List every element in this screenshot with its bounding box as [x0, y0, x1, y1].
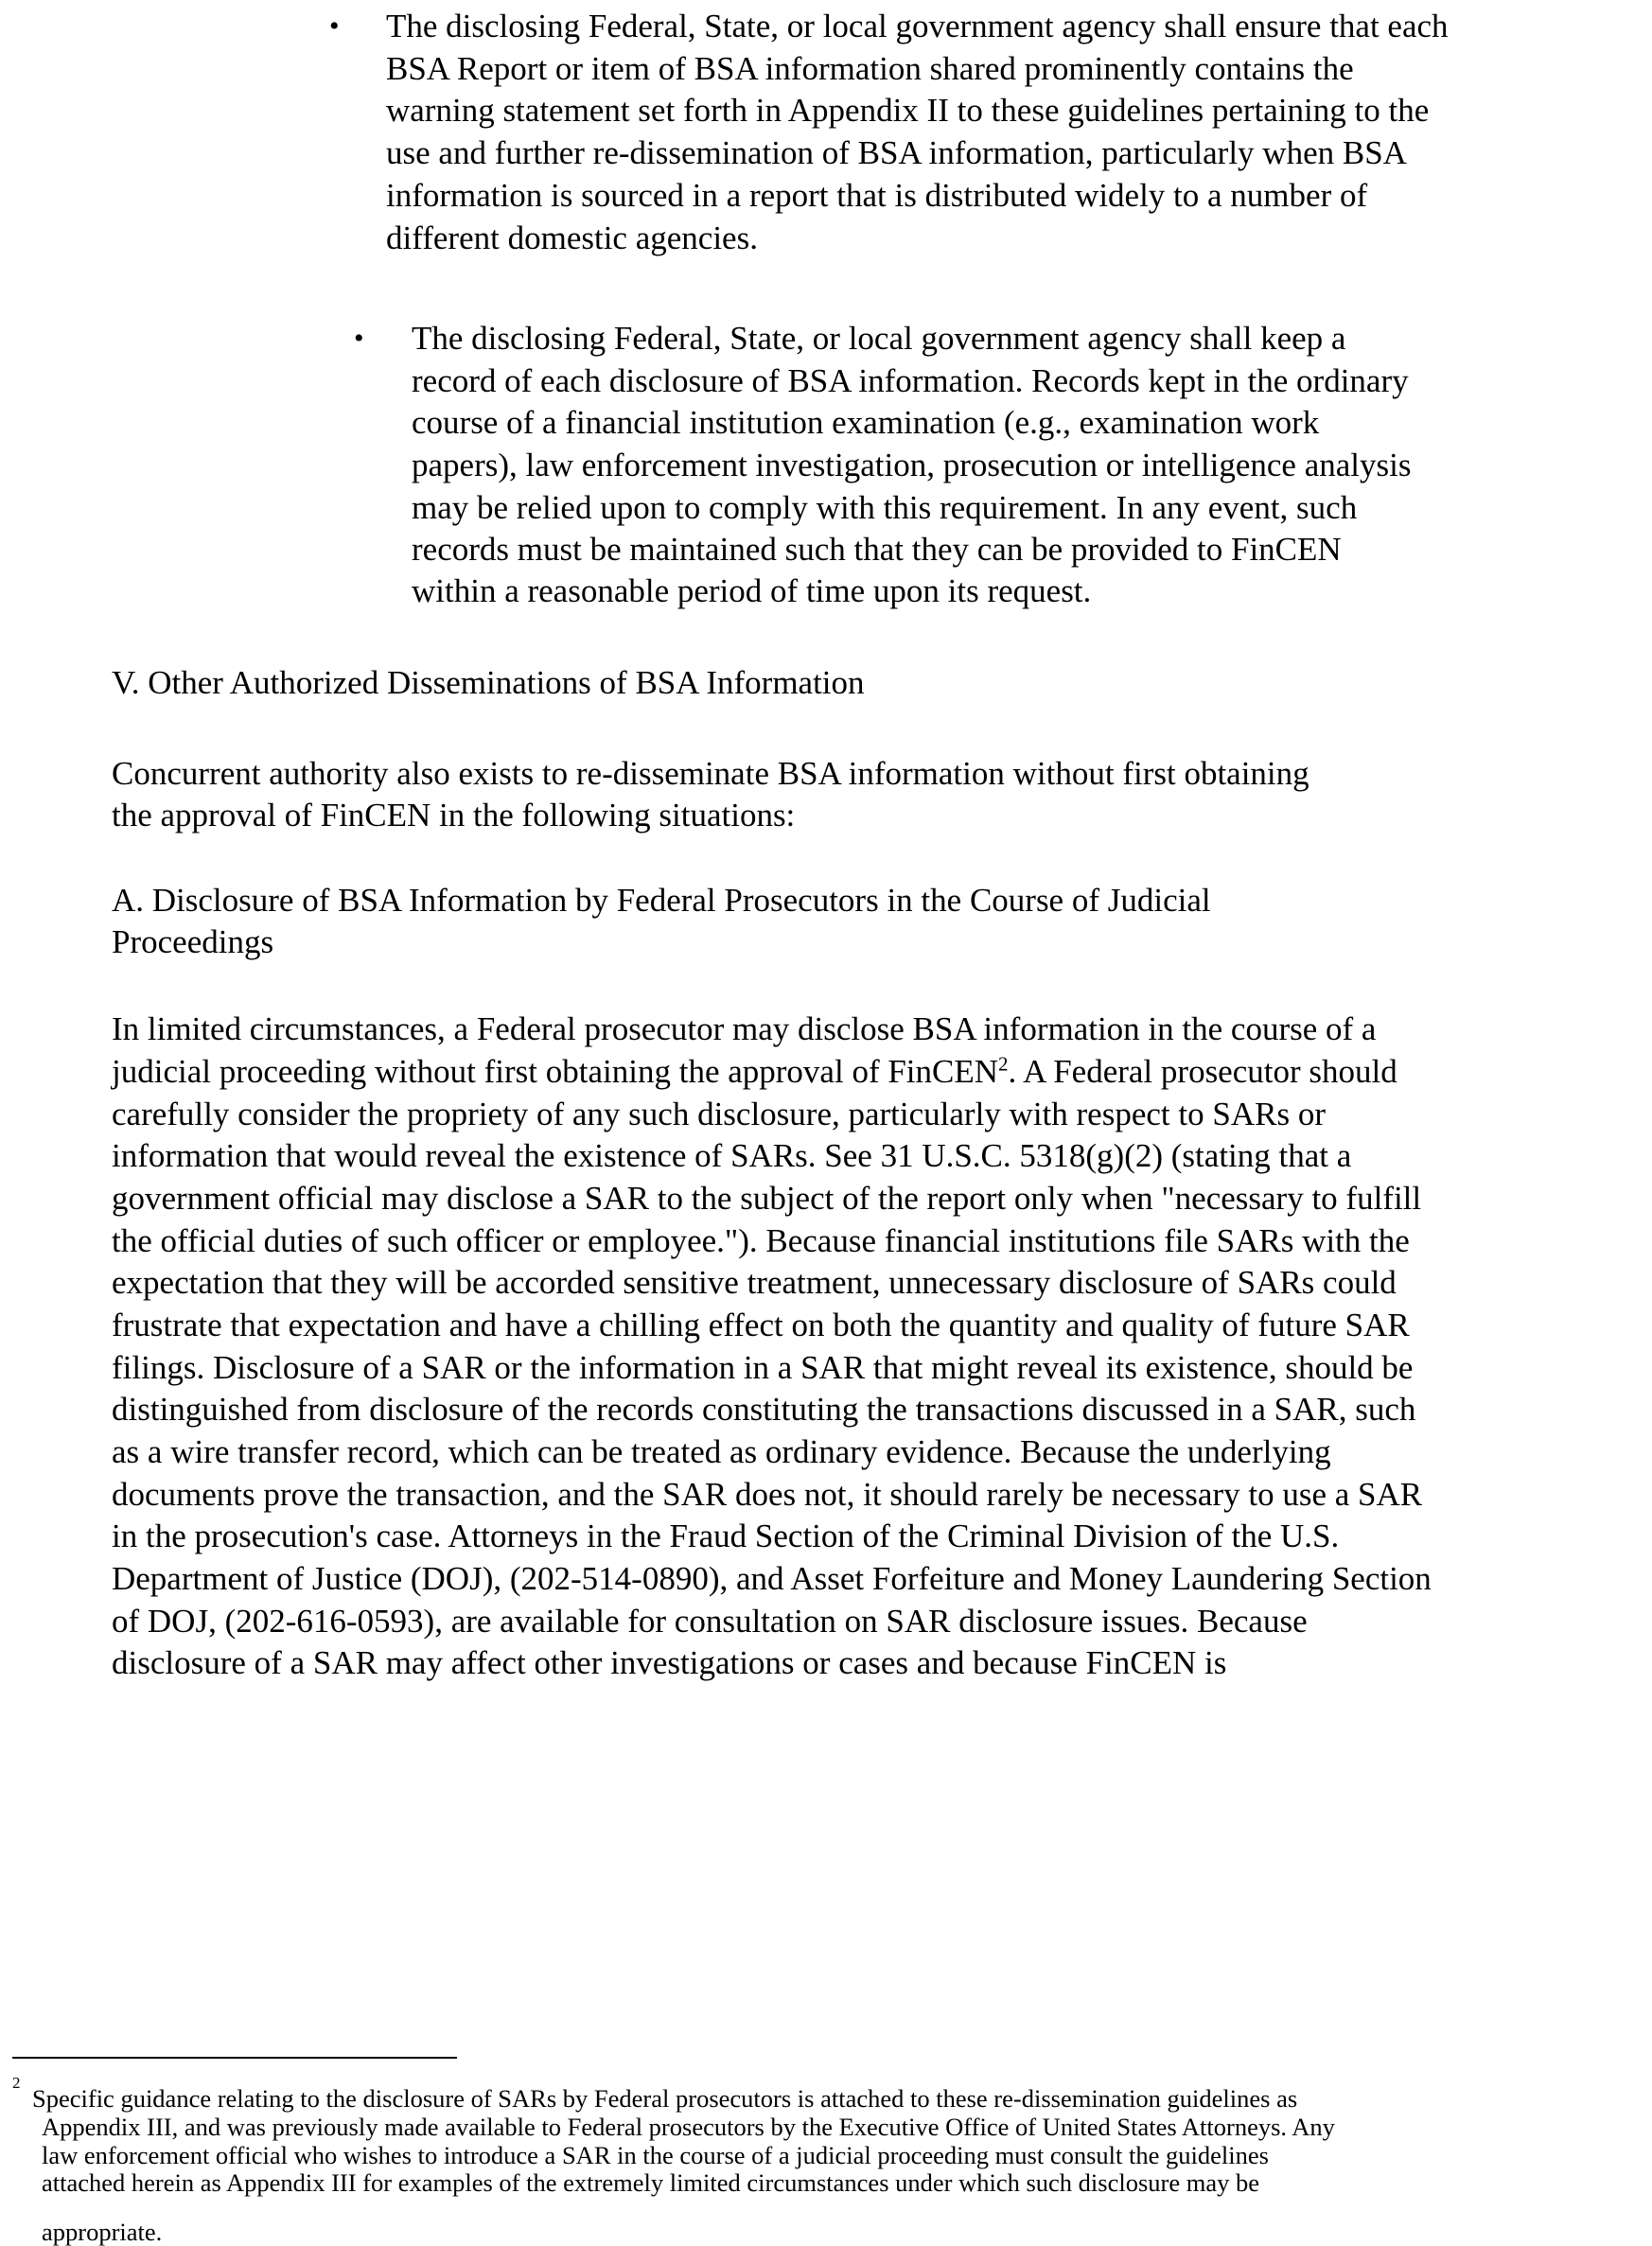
bullet-icon: • — [329, 10, 340, 42]
footnote-marker: 2 — [12, 2074, 21, 2092]
footnote-line: Specific guidance relating to the disclosure of SARs by Federal prosecutors is attached to these re-dissemination guidelines as — [32, 2084, 1298, 2113]
subsection-heading: A. Disclosure of BSA Information by Federal Prosecutors in the Course of Judicial — [112, 882, 1211, 919]
section-heading: V. Other Authorized Disseminations of BSA Information — [112, 664, 865, 701]
bullet-line: The disclosing Federal, State, or local government agency shall ensure that each — [386, 8, 1449, 44]
paragraph-line: in the prosecution's case. Attorneys in the Fraud Section of the Criminal Division of the U.S. — [112, 1518, 1340, 1554]
bullet-line: different domestic agencies. — [386, 219, 758, 256]
paragraph-line: filings. Disclosure of a SAR or the information in a SAR that might reveal its existence, should be — [112, 1349, 1414, 1386]
bullet-line: BSA Report or item of BSA information shared prominently contains the — [386, 50, 1354, 87]
paragraph-text: judicial proceeding without first obtaining the approval of FinCEN — [112, 1053, 999, 1090]
bullet-line: records must be maintained such that they can be provided to FinCEN — [412, 531, 1342, 568]
paragraph-line: disclosure of a SAR may affect other investigations or cases and because FinCEN is — [112, 1644, 1227, 1681]
paragraph-line: information that would reveal the existence of SARs. See 31 U.S.C. 5318(g)(2) (stating that a — [112, 1137, 1352, 1174]
paragraph-line: as a wire transfer record, which can be treated as ordinary evidence. Because the underlying — [112, 1433, 1331, 1470]
paragraph-line: expectation that they will be accorded sensitive treatment, unnecessary disclosure of SARs could — [112, 1264, 1397, 1301]
subsection-heading: Proceedings — [112, 923, 274, 960]
bullet-line: warning statement set forth in Appendix II to these guidelines pertaining to the — [386, 92, 1430, 129]
footnote-line: Appendix III, and was previously made available to Federal prosecutors by the Executive Office of United States Attorneys. Any — [42, 2113, 1335, 2141]
bullet-icon: • — [354, 323, 364, 354]
paragraph-line: of DOJ, (202-616-0593), are available for consultation on SAR disclosure issues. Because — [112, 1603, 1308, 1640]
paragraph-line: In limited circumstances, a Federal prosecutor may disclose BSA information in the course of a — [112, 1010, 1377, 1047]
footnote-line: law enforcement official who wishes to introduce a SAR in the course of a judicial proceeding must consult the guidelines — [42, 2141, 1269, 2169]
bullet-line: information is sourced in a report that is distributed widely to a number of — [386, 177, 1368, 214]
paragraph-line: documents prove the transaction, and the SAR does not, it should rarely be necessary to use a SAR — [112, 1476, 1423, 1513]
footnote-reference[interactable]: 2 — [998, 1052, 1009, 1076]
intro-line: the approval of FinCEN in the following situations: — [112, 797, 796, 833]
paragraph-line: distinguished from disclosure of the records constituting the transactions discussed in a SAR, such — [112, 1391, 1416, 1428]
bullet-line: papers), law enforcement investigation, prosecution or intelligence analysis — [412, 447, 1412, 483]
bullet-line: may be relied upon to comply with this requirement. In any event, such — [412, 489, 1358, 526]
bullet-line: within a reasonable period of time upon its request. — [412, 572, 1092, 609]
paragraph-line: carefully consider the propriety of any such disclosure, particularly with respect to SARs or — [112, 1096, 1326, 1132]
footnote-line: attached herein as Appendix III for examples of the extremely limited circumstances under which such disclosure may be — [42, 2168, 1260, 2197]
paragraph-line — [112, 1051, 1397, 1093]
paragraph-line: the official duties of such officer or employee."). Because financial institutions file SARs with the — [112, 1222, 1410, 1259]
paragraph-line: frustrate that expectation and have a chilling effect on both the quantity and quality of future SAR — [112, 1307, 1410, 1343]
bullet-line: The disclosing Federal, State, or local government agency shall keep a — [412, 320, 1346, 357]
bullet-line: record of each disclosure of BSA information. Records kept in the ordinary — [412, 362, 1409, 399]
paragraph-line: Department of Justice (DOJ), (202-514-0890), and Asset Forfeiture and Money Laundering Section — [112, 1560, 1432, 1597]
bullet-line: course of a financial institution examination (e.g., examination work — [412, 404, 1320, 441]
paragraph-line: government official may disclose a SAR to the subject of the report only when "necessary to fulfill — [112, 1180, 1422, 1217]
footnote-line: appropriate. — [42, 2218, 163, 2246]
paragraph-text: . A Federal prosecutor should — [1008, 1053, 1397, 1090]
bullet-line: use and further re-dissemination of BSA information, particularly when BSA — [386, 134, 1407, 171]
footnote-separator — [12, 2057, 457, 2059]
intro-line: Concurrent authority also exists to re-disseminate BSA information without first obtaining — [112, 755, 1309, 792]
